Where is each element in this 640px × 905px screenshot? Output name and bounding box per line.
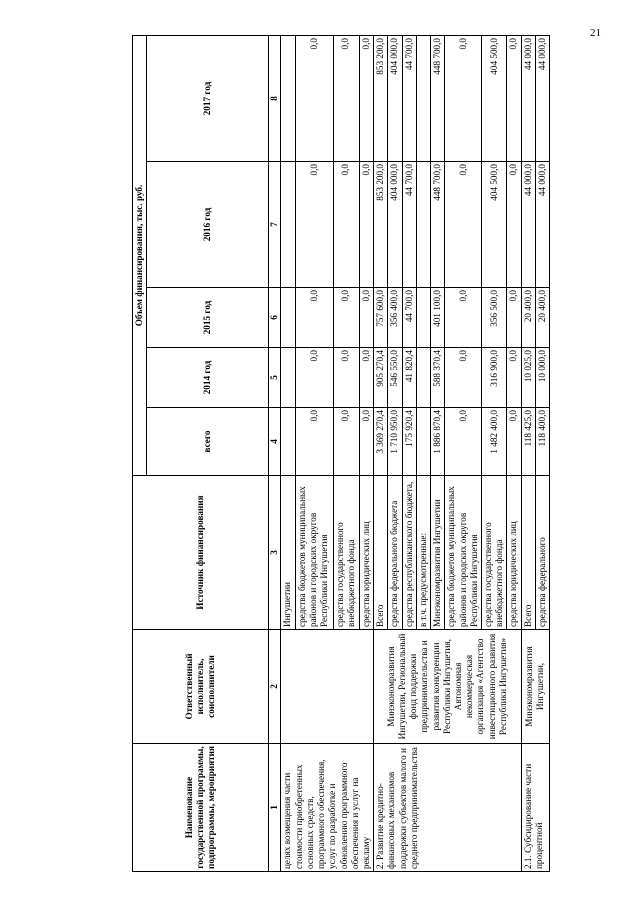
amount-2014: 41 820,4 [402,348,416,408]
amount-2016: 404 000,0 [388,162,402,288]
amount-total: 0,0 [445,408,482,476]
amount-2015: 356 500,0 [481,288,506,348]
header-2016: 2016 год [147,162,269,288]
header-program-name: Наименование государственной программы, подпрограммы, мероприятия [133,744,269,872]
amount-total: 0,0 [359,408,374,476]
amount-total: 0,0 [333,408,359,476]
amount-2015: 401 100,0 [431,288,445,348]
column-number: 8 [269,35,281,161]
amount-2015 [281,288,296,348]
amount-2015: 0,0 [445,288,482,348]
amount-2016: 0,0 [296,162,334,288]
amount-2015: 0,0 [333,288,359,348]
amount-2015: 0,0 [296,288,334,348]
amount-2016 [416,162,430,288]
amount-2017: 44 700,0 [402,35,416,161]
funding-source: средства федерального бюджета [388,476,402,630]
amount-2015 [416,288,430,348]
amount-2017: 448 700,0 [431,35,445,161]
amount-total: 0,0 [296,408,334,476]
amount-2014: 0,0 [507,348,521,408]
amount-2017: 44 000,0 [535,35,549,161]
funding-source: средства юридических лиц [507,476,521,630]
amount-2016: 44 000,0 [521,162,535,288]
amount-2017: 0,0 [445,35,482,161]
amount-2016: 0,0 [445,162,482,288]
executor-cell [281,630,374,744]
amount-2014: 905 270,4 [374,348,388,408]
amount-total: 3 369 270,4 [374,408,388,476]
header-2015: 2015 год [147,288,269,348]
column-number: 6 [269,288,281,348]
amount-2016: 44 700,0 [402,162,416,288]
header-executor: Ответственный исполнитель, соисполнители [133,630,269,744]
funding-source: в т.ч. предусмотренные: [416,476,430,630]
header-funding-volume: Объем финансирования, тыс. руб. [133,35,147,475]
amount-2017: 0,0 [507,35,521,161]
rotated-table-container [132,36,592,872]
header-total: всего [147,408,269,476]
funding-source: средства юридических лиц [359,476,374,630]
executor-cell: Минэкономразвития Ингушетии, Региональный фонд поддержки предпринимательства и развития конкуренции Республики Ингушетия, Автономная некоммерческая организация «Агентство инвестиционного развития Республики Ингушетия» [374,630,521,744]
amount-2014 [281,348,296,408]
amount-2015: 44 700,0 [402,288,416,348]
amount-2016: 404 500,0 [481,162,506,288]
amount-2015: 757 600,0 [374,288,388,348]
table-row [281,35,296,871]
amount-2014 [416,348,430,408]
amount-2017: 0,0 [359,35,374,161]
column-number: 3 [269,476,281,630]
activity-name: 2.1. Субсидирование части процентной [521,744,549,872]
amount-2015: 0,0 [507,288,521,348]
funding-source: средства государственного внебюджетного фонда [333,476,359,630]
amount-2017: 44 000,0 [521,35,535,161]
amount-total: 0,0 [507,408,521,476]
amount-total: 1 710 950,0 [388,408,402,476]
amount-2016: 0,0 [507,162,521,288]
amount-total: 1 886 870,4 [431,408,445,476]
amount-2017: 0,0 [296,35,334,161]
amount-2017: 0,0 [333,35,359,161]
funding-source: Всего [374,476,388,630]
amount-2014: 546 550,0 [388,348,402,408]
amount-2016: 44 000,0 [535,162,549,288]
amount-2016: 448 700,0 [431,162,445,288]
amount-total [416,408,430,476]
amount-2015: 20 400,0 [535,288,549,348]
executor-cell: Минэкономразвития Ингушетии, [521,630,549,744]
column-number: 4 [269,408,281,476]
amount-2017 [281,35,296,161]
amount-total: 118 425,0 [521,408,535,476]
amount-2016: 853 200,0 [374,162,388,288]
activity-name: целях возмещения части стоимости приобретенных основных средств, программного обеспечения, услуг по разработке и обновлению программного обеспечения и услуг на рекламу [281,744,374,872]
amount-2017: 404 000,0 [388,35,402,161]
amount-total: 1 482 400,0 [481,408,506,476]
funding-source: средства государственного внебюджетного фонда [481,476,506,630]
amount-2015: 356 400,0 [388,288,402,348]
amount-2016: 0,0 [359,162,374,288]
activity-name: 2. Развитие кредитно-финансовых механизмов поддержки субъектов малого и среднего предпринимательства [374,744,521,872]
amount-2017: 853 200,0 [374,35,388,161]
amount-2015: 0,0 [359,288,374,348]
header-2017: 2017 год [147,35,269,161]
funding-source: Всего [521,476,535,630]
column-number: 1 [269,744,281,872]
amount-total: 175 920,4 [402,408,416,476]
funding-source: средства бюджетов муниципальных районов и городских округов Республики Ингушетия [296,476,334,630]
amount-2014: 10 000,0 [535,348,549,408]
amount-total: 118 400,0 [535,408,549,476]
amount-total [281,408,296,476]
amount-2014: 0,0 [296,348,334,408]
amount-2014: 10 025,0 [521,348,535,408]
amount-2014: 588 370,4 [431,348,445,408]
amount-2014: 316 900,0 [481,348,506,408]
header-2014: 2014 год [147,348,269,408]
page-number: 21 [590,27,601,39]
funding-source: Минэкономразвития Ингушетии [431,476,445,630]
table-row [521,35,535,871]
amount-2016: 0,0 [333,162,359,288]
amount-2014: 0,0 [445,348,482,408]
amount-2014: 0,0 [333,348,359,408]
header-funding-source: Источник финансирования [133,476,269,630]
amount-2015: 20 400,0 [521,288,535,348]
amount-2014: 0,0 [359,348,374,408]
funding-source: средства республиканского бюджета, [402,476,416,630]
table-row [374,35,388,871]
financing-table [132,35,550,872]
column-number: 7 [269,162,281,288]
column-number: 2 [269,630,281,744]
amount-2017: 404 500,0 [481,35,506,161]
funding-source: средства федерального [535,476,549,630]
funding-source: средства бюджетов муниципальных районов и городских округов Республики Ингушетия [445,476,482,630]
amount-2017 [416,35,430,161]
amount-2016 [281,162,296,288]
column-number: 5 [269,348,281,408]
funding-source: Ингушетии [281,476,296,630]
